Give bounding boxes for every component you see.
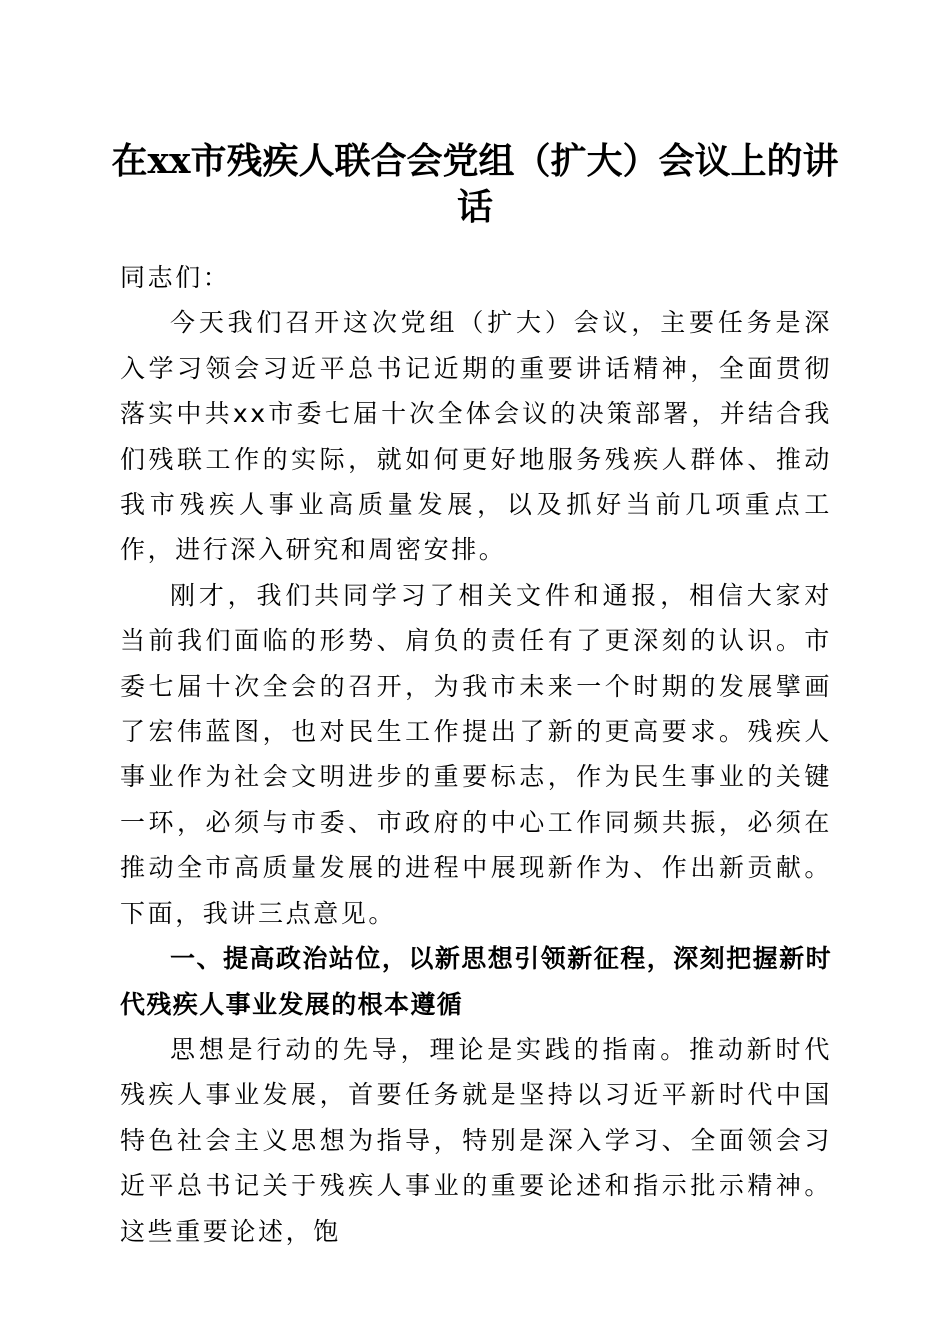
document-body (120, 255, 832, 1254)
paragraph-opening: 今天我们召开这次党组（扩大）会议，主要任务是深入学习领会习近平总书记近期的重要讲话精神，全面贯彻落实中共xx市委七届十次全体会议的决策部署，并结合我们残联工作的实际，就如何更好地服务残疾人群体、推动我市残疾人事业高质量发展，以及抓好当前几项重点工作，进行深入研究和周密安排。 (120, 308, 832, 565)
paragraph-context: 刚才，我们共同学习了相关文件和通报，相信大家对当前我们面临的形势、肩负的责任有了更深刻的认识。市委七届十次全会的召开，为我市未来一个时期的发展擘画了宏伟蓝图，也对民生工作提出了新的更高要求。残疾人事业作为社会文明进步的重要标志，作为民生事业的关键一环，必须与市委、市政府的中心工作同频共振，必须在推动全市高质量发展的进程中展现新作为、作出新贡献。下面，我讲三点意见。 (120, 580, 832, 928)
document-title: 在xx市残疾人联合会党组（扩大）会议上的讲话 (111, 140, 839, 228)
section-paragraph-1: 思想是行动的先导，理论是实践的指南。推动新时代残疾人事业发展，首要任务就是坚持以习近平新时代中国特色社会主义思想为指导，特别是深入学习、全面领会习近平总书记关于残疾人事业的重要论述和指示批示精神。这些重要论述，饱 (120, 1034, 832, 1246)
section-heading-1: 一、提高政治站位，以新思想引领新征程，深刻把握新时代残疾人事业发展的根本遵循 (120, 944, 832, 1019)
salutation: 同志们： (120, 263, 231, 292)
